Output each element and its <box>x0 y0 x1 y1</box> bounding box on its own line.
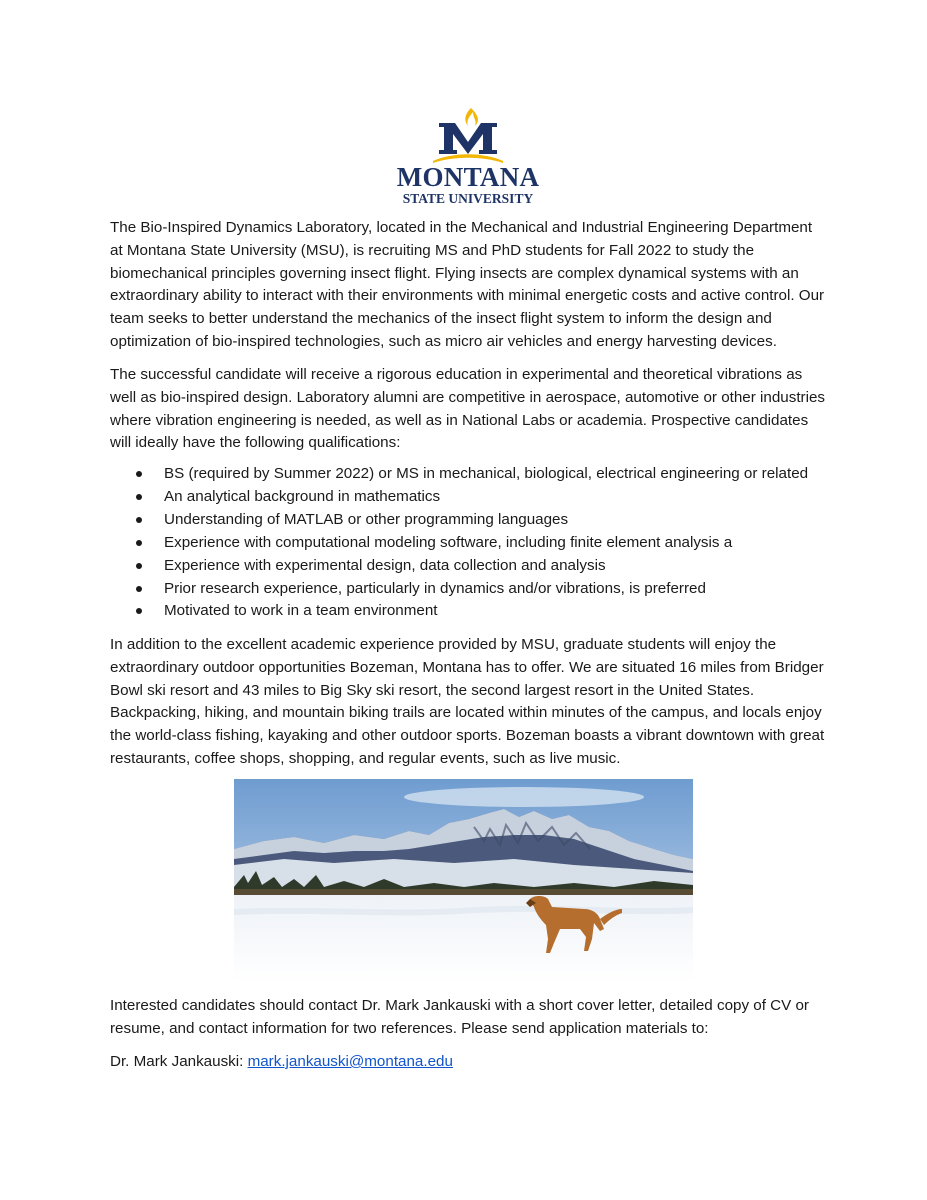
list-item: Motivated to work in a team environment <box>110 600 826 623</box>
bozeman-paragraph: In addition to the excellent academic experience provided by MSU, graduate students will enjoy the extraordinary outdoor opportunities Bozeman, Montana has to offer. We are situated 16 miles from Bridger Bowl ski resort and 43 miles to Big Sky ski resort, the second largest resort in the United States. Backpacking, hiking, and mountain biking trails are located within minutes of the campus, and locals enjoy the world-class fishing, kayaking and other outdoor sports. Bozeman boasts a vibrant downtown with great restaurants, coffee shops, shopping, and regular events, such as live music. <box>110 636 825 767</box>
bullet-icon <box>136 586 142 592</box>
qualifications-list <box>110 463 826 623</box>
logo-subtitle: STATE UNIVERSITY <box>402 191 534 206</box>
list-item: BS (required by Summer 2022) or MS in mechanical, biological, electrical engineering or related <box>110 463 826 486</box>
bullet-icon <box>136 471 142 477</box>
bullet-icon <box>136 608 142 614</box>
bullet-icon <box>136 540 142 546</box>
contact-email-link[interactable]: mark.jankauski@montana.edu <box>247 1053 453 1070</box>
list-item: An analytical background in mathematics <box>110 486 826 509</box>
contact-line <box>110 1051 453 1074</box>
bullet-icon <box>136 563 142 569</box>
logo-wordmark: MONTANA <box>396 162 540 192</box>
msu-m-emblem-icon <box>393 106 543 164</box>
apply-paragraph: Interested candidates should contact Dr. Mark Jankauski with a short cover letter, detailed copy of CV or resume, and contact information for two references. Please send application materials to: <box>110 997 809 1037</box>
msu-logo <box>393 106 543 210</box>
list-item: Prior research experience, particularly in dynamics and/or vibrations, is preferred <box>110 578 826 601</box>
list-item: Understanding of MATLAB or other programming languages <box>110 509 826 532</box>
contact-label: Dr. Mark Jankauski: <box>110 1053 248 1070</box>
list-item: Experience with computational modeling software, including finite element analysis a <box>110 532 826 555</box>
bullet-icon <box>136 494 142 500</box>
candidate-paragraph: The successful candidate will receive a rigorous education in experimental and theoretical vibrations as well as bio-inspired design. Laboratory alumni are competitive in aerospace, automotive or other industries where vibration engineering is needed, as well as in National Labs or academia. Prospective candidates will ideally have the following qualifications: <box>110 366 826 452</box>
list-item: Experience with experimental design, data collection and analysis <box>110 555 826 578</box>
bullet-icon <box>136 517 142 523</box>
intro-paragraph: The Bio-Inspired Dynamics Laboratory, located in the Mechanical and Industrial Engineering Department at Montana State University (MSU), is recruiting MS and PhD students for Fall 2022 to study the biomechanical principles governing insect flight. Flying insects are complex dynamical systems with an extraordinary ability to interact with their environments with minimal energetic costs and active control. Our team seeks to better understand the mechanics of the insect flight system to inform the design and optimization of bio-inspired technologies, such as micro air vehicles and energy harvesting devices. <box>110 219 825 350</box>
mountain-dog-photo <box>234 779 693 982</box>
